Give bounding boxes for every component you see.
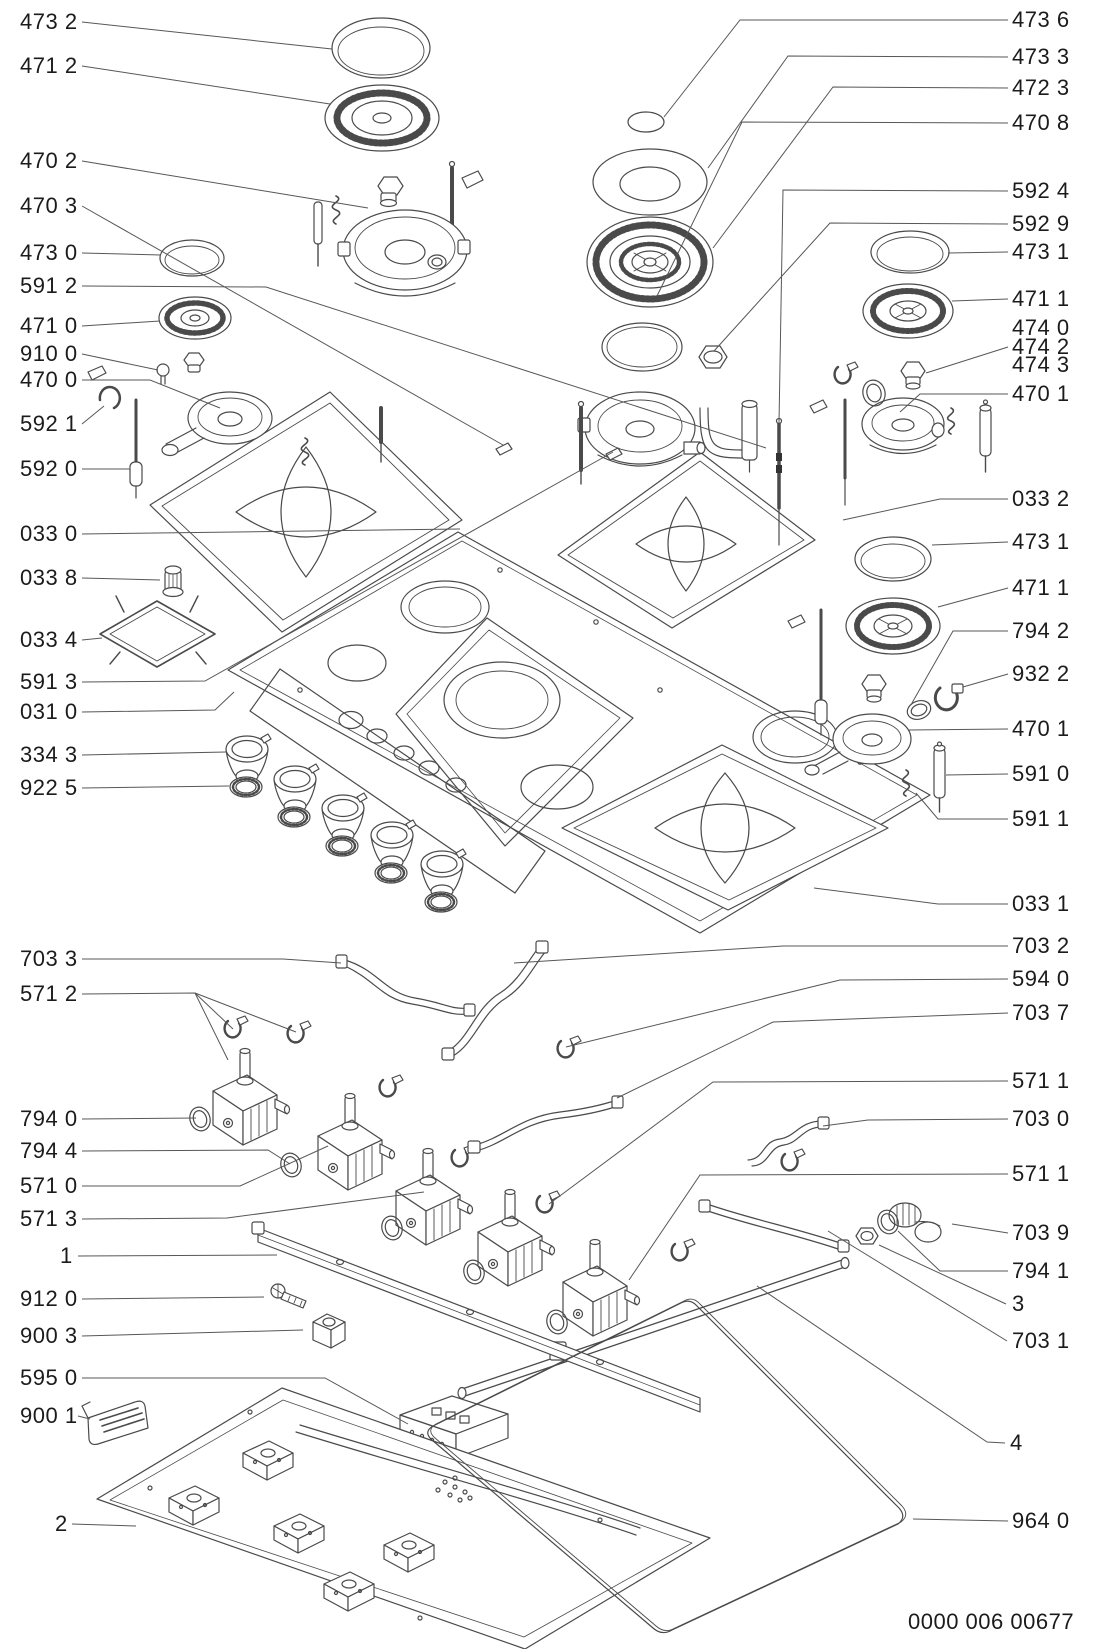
part-label-592-1: 592 1 [20,411,78,436]
drawing-number: 0000 006 00677 [908,1609,1075,1634]
part-label-794-4: 794 4 [20,1138,78,1163]
part-label-900-3: 900 3 [20,1323,78,1348]
part-label-922-5: 922 5 [20,775,78,800]
wok-stand [100,596,215,667]
part-label-470-8: 470 8 [1012,110,1070,135]
part-label-592-9: 592 9 [1012,211,1070,236]
part-label-474-0: 474 0 [1012,315,1070,340]
part-label-470-2: 470 2 [20,148,78,173]
part-label-571-1b: 571 1 [1012,1161,1070,1186]
part-label-571-3: 571 3 [20,1206,78,1231]
part-label-473-1b: 473 1 [1012,529,1070,554]
fixing-rail [252,1222,700,1412]
part-label-900-1: 900 1 [20,1403,78,1428]
part-label-912-0: 912 0 [20,1286,78,1311]
part-label-592-4: 592 4 [1012,178,1070,203]
burner-strip [82,1401,148,1444]
pan-support-grate-right [558,452,815,628]
part-label-794-1: 794 1 [1012,1258,1070,1283]
burner-group-right-top [810,231,991,505]
part-label-594-0: 594 0 [1012,966,1070,991]
part-label-033-1: 033 1 [1012,891,1070,916]
part-label-ref-4: 4 [1010,1430,1023,1455]
part-label-472-3: 472 3 [1012,75,1070,100]
part-label-470-1b: 470 1 [1012,716,1070,741]
part-label-591-2: 591 2 [20,273,78,298]
part-label-471-1b: 471 1 [1012,575,1070,600]
part-label-470-1a: 470 1 [1012,381,1070,406]
part-label-703-7: 703 7 [1012,1000,1070,1025]
part-label-473-0: 473 0 [20,240,78,265]
part-label-571-1a: 571 1 [1012,1068,1070,1093]
part-label-703-1: 703 1 [1012,1328,1070,1353]
nut-block [313,1314,345,1348]
part-label-595-0: 595 0 [20,1365,78,1390]
part-label-474-3: 474 3 [1012,352,1070,377]
part-label-794-0: 794 0 [20,1106,78,1131]
grate-foot [163,566,183,597]
part-label-592-0: 592 0 [20,456,78,481]
part-label-591-0: 591 0 [1012,761,1070,786]
part-label-703-3: 703 3 [20,946,78,971]
part-label-910-0: 910 0 [20,341,78,366]
screw [271,1284,306,1308]
part-label-473-2: 473 2 [20,9,78,34]
part-label-591-1: 591 1 [1012,806,1070,831]
part-label-033-4: 033 4 [20,627,78,652]
part-label-473-6: 473 6 [1012,7,1070,32]
part-label-033-2: 033 2 [1012,486,1070,511]
part-label-ref-3: 3 [1012,1291,1025,1316]
part-label-471-2: 471 2 [20,53,78,78]
part-label-703-9: 703 9 [1012,1220,1070,1245]
part-label-474-2: 474 2 [1012,334,1070,359]
part-label-964-0: 964 0 [1012,1508,1070,1533]
part-label-473-1a: 473 1 [1012,239,1070,264]
burner-group-center-wok [496,112,782,545]
burner-group-top-left [314,18,483,296]
part-label-703-2: 703 2 [1012,933,1070,958]
part-label-031-0: 031 0 [20,699,78,724]
part-label-033-0: 033 0 [20,521,78,546]
part-label-571-0: 571 0 [20,1173,78,1198]
part-label-471-1a: 471 1 [1012,286,1070,311]
part-label-033-8: 033 8 [20,565,78,590]
part-label-471-0: 471 0 [20,313,78,338]
part-label-571-2: 571 2 [20,981,78,1006]
part-label-470-0: 470 0 [20,367,78,392]
part-label-473-3: 473 3 [1012,44,1070,69]
part-label-ref-2: 2 [55,1511,68,1536]
part-label-703-0: 703 0 [1012,1106,1070,1131]
part-label-ref-1: 1 [60,1243,73,1268]
part-label-794-2: 794 2 [1012,618,1070,643]
part-label-932-2: 932 2 [1012,661,1070,686]
part-label-334-3: 334 3 [20,742,78,767]
part-label-470-3: 470 3 [20,193,78,218]
part-label-591-3: 591 3 [20,669,78,694]
